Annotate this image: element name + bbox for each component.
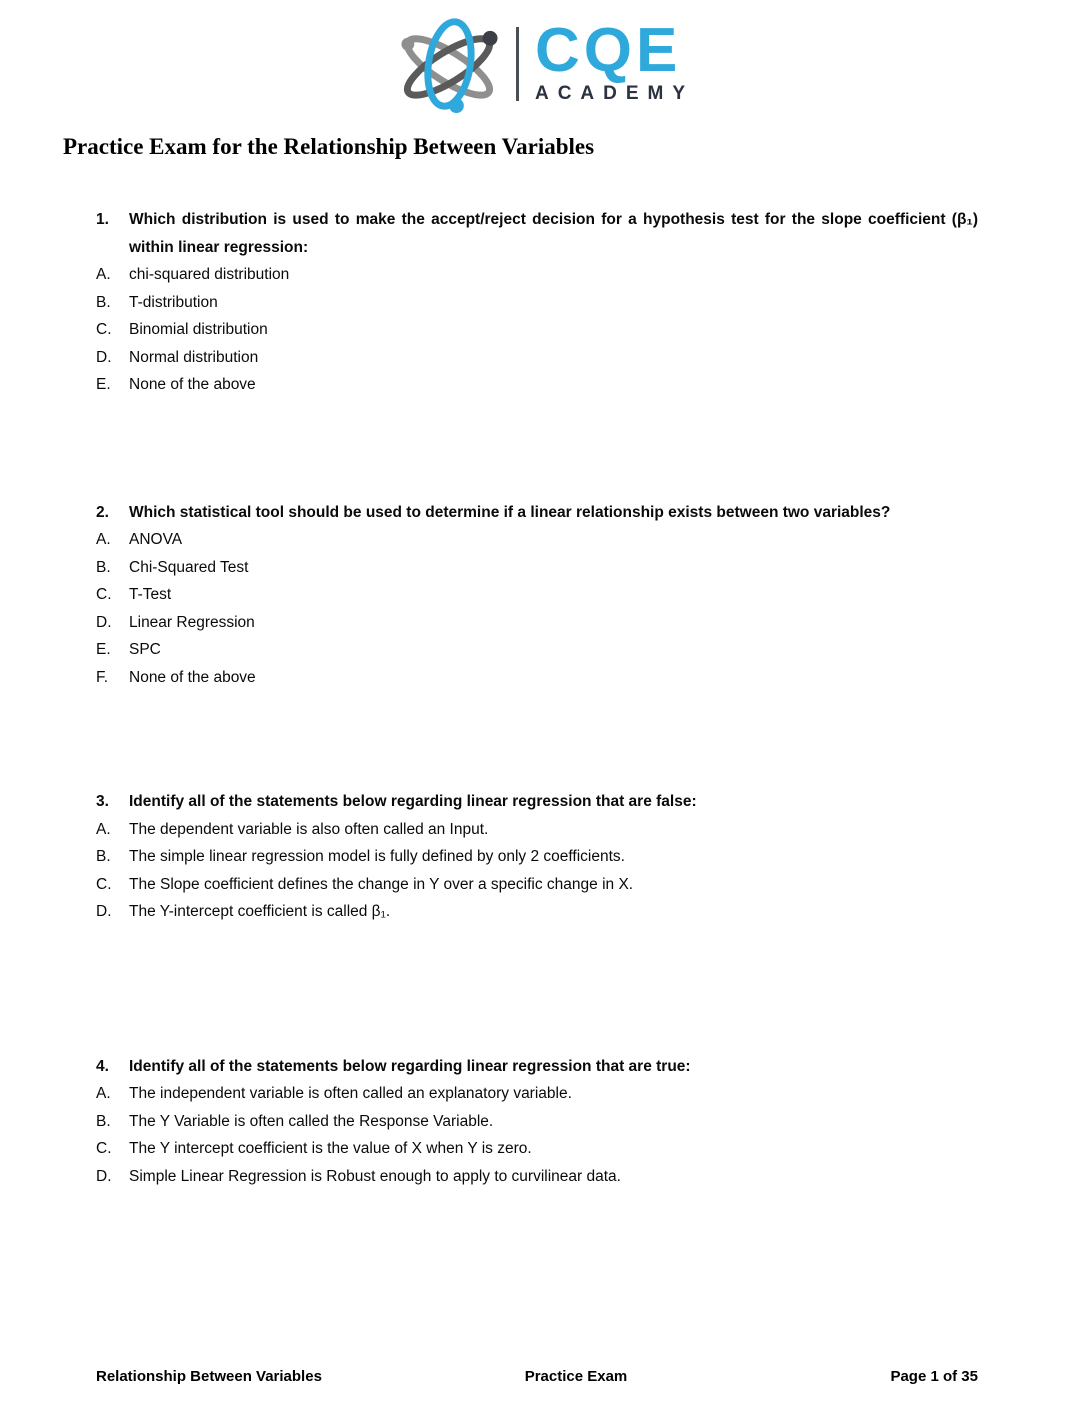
answer-options <box>96 261 978 399</box>
option-text: The Y intercept coefficient is the value of X when Y is zero. <box>129 1140 532 1157</box>
option-text: The independent variable is often called an explanatory variable. <box>129 1085 572 1102</box>
question-prompt: Which distribution is used to make the accept/reject decision for a hypothesis test for the slope coefficient (β₁) within linear regression: <box>129 211 978 256</box>
brand-subname: ACADEMY <box>534 83 695 104</box>
option-text: Simple Linear Regression is Robust enough to apply to curvilinear data. <box>129 1167 621 1185</box>
answer-option <box>96 526 978 554</box>
option-letter: B. <box>96 848 111 865</box>
footer-document-name: Relationship Between Variables <box>96 1368 322 1385</box>
question-header <box>96 499 978 527</box>
option-text: None of the above <box>129 376 256 393</box>
question-block <box>96 1053 978 1191</box>
question-number: 2. <box>96 503 109 521</box>
question-prompt: Identify all of the statements below regarding linear regression that are false: <box>129 793 697 810</box>
brand-name: CQE <box>534 16 682 85</box>
option-letter: D. <box>96 613 112 631</box>
option-letter: B. <box>96 293 111 311</box>
option-letter: D. <box>96 348 112 366</box>
option-letter: C. <box>96 875 112 893</box>
answer-option <box>96 344 978 372</box>
answer-option <box>96 289 978 317</box>
option-letter: A. <box>96 1085 111 1102</box>
question-header <box>96 788 978 816</box>
answer-option <box>96 816 978 844</box>
question-number: 1. <box>96 211 109 228</box>
answer-option <box>96 609 978 637</box>
option-letter: B. <box>96 1112 111 1130</box>
option-letter: F. <box>96 668 109 686</box>
question-number: 3. <box>96 793 109 810</box>
question-header <box>96 1053 978 1081</box>
option-letter: A. <box>96 820 111 838</box>
atom-logo-icon <box>394 14 500 114</box>
option-text: Chi-Squared Test <box>129 558 249 576</box>
question-block <box>96 206 978 399</box>
footer-page-number: Page 1 of 35 <box>890 1368 978 1385</box>
option-letter: C. <box>96 1140 112 1157</box>
option-text: Normal distribution <box>129 348 259 366</box>
logo <box>0 0 1088 112</box>
option-letter: A. <box>96 266 111 283</box>
questions <box>96 206 978 1190</box>
question-header <box>96 206 978 261</box>
option-text: The Y Variable is often called the Response Variable. <box>129 1112 494 1130</box>
page-footer <box>96 1368 978 1385</box>
answer-option <box>96 1108 978 1136</box>
answer-option <box>96 664 978 692</box>
question-number: 4. <box>96 1057 109 1075</box>
option-text: The simple linear regression model is fully defined by only 2 coefficients. <box>129 848 625 865</box>
option-text: None of the above <box>129 668 256 686</box>
option-letter: E. <box>96 376 111 393</box>
answer-option <box>96 554 978 582</box>
question-prompt: Identify all of the statements below regarding linear regression that are true: <box>129 1057 691 1075</box>
option-letter: B. <box>96 558 111 576</box>
answer-option <box>96 1135 978 1163</box>
option-text: The Y-intercept coefficient is called β₁. <box>129 903 391 920</box>
question-block <box>96 788 978 926</box>
answer-option <box>96 316 978 344</box>
question-block <box>96 499 978 692</box>
answer-option <box>96 898 978 926</box>
option-text: The Slope coefficient defines the change in Y over a specific change in X. <box>129 875 634 893</box>
answer-options <box>96 526 978 691</box>
option-text: Binomial distribution <box>129 321 268 338</box>
answer-option <box>96 636 978 664</box>
answer-option <box>96 371 978 399</box>
option-letter: D. <box>96 1167 112 1185</box>
answer-option <box>96 871 978 899</box>
option-text: chi-squared distribution <box>129 266 290 283</box>
option-letter: C. <box>96 586 112 603</box>
answer-option <box>96 1163 978 1191</box>
option-text: ANOVA <box>129 531 183 548</box>
option-text: Linear Regression <box>129 613 255 631</box>
answer-option <box>96 581 978 609</box>
page-title: Practice Exam for the Relationship Between Variables <box>63 134 595 159</box>
brand-text <box>534 16 695 105</box>
footer-exam-type: Practice Exam <box>524 1368 628 1385</box>
option-text: SPC <box>129 641 161 658</box>
answer-option <box>96 1080 978 1108</box>
question-prompt: Which statistical tool should be used to determine if a linear relationship exists between two variables? <box>129 503 891 521</box>
answer-options <box>96 1080 978 1190</box>
option-letter: C. <box>96 321 112 338</box>
answer-option <box>96 261 978 289</box>
option-text: T-distribution <box>129 293 218 311</box>
option-text: T-Test <box>129 586 172 603</box>
option-letter: A. <box>96 531 111 548</box>
answer-options <box>96 816 978 926</box>
logo-divider <box>516 27 519 101</box>
option-letter: E. <box>96 641 111 658</box>
option-letter: D. <box>96 903 112 920</box>
option-text: The dependent variable is also often called an Input. <box>129 820 489 838</box>
answer-option <box>96 843 978 871</box>
